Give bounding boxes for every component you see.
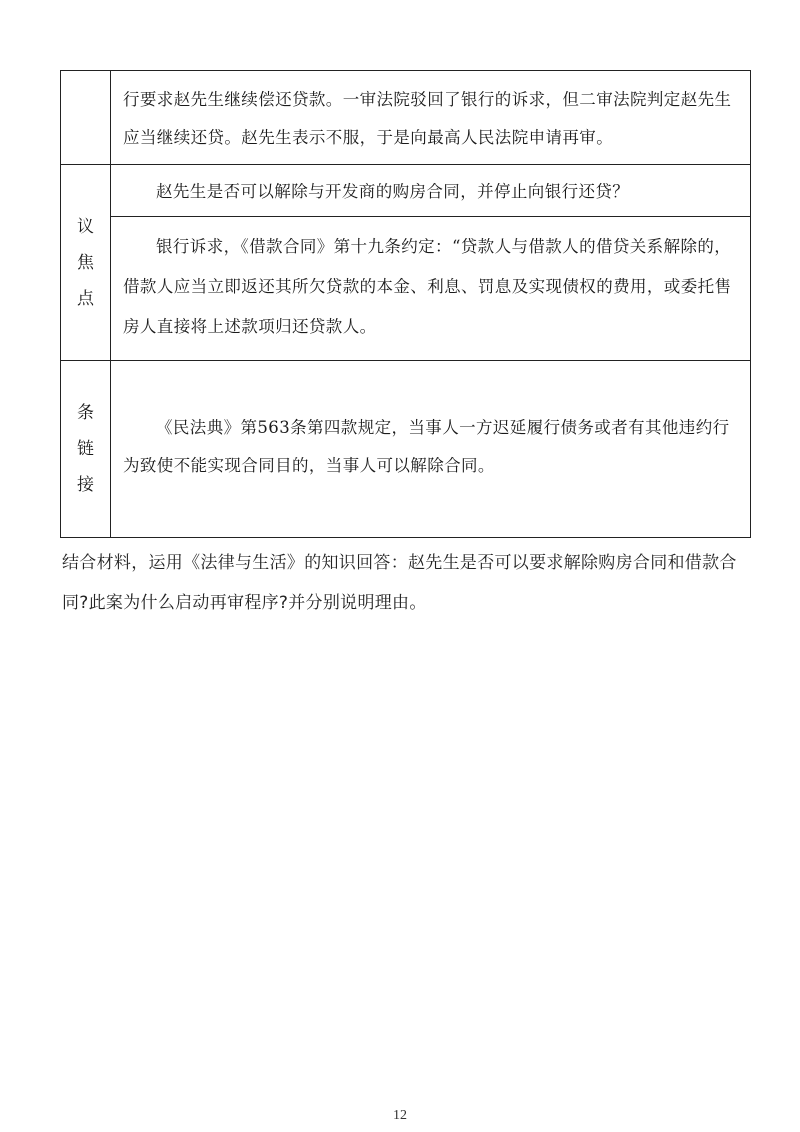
background-text: 行要求赵先生继续偿还贷款。一审法院驳回了银行的诉求，但二审法院判定赵先生应当继续还贷。赵先生表示不服，于是向最高人民法院申请再审。 — [123, 90, 732, 147]
bank-claim-text: 银行诉求，《借款合同》第十九条约定：“贷款人与借款人的借贷关系解除的，借款人应当立即返还其所欠贷款的本金、利息、罚息及实现债权的费用，或委托售房人直接将上述款项归还贷款人。 — [123, 237, 732, 336]
dispute-question-text: 赵先生是否可以解除与开发商的购房合同，并停止向银行还贷？ — [156, 182, 630, 201]
label-char: 焦 — [77, 252, 94, 273]
page-number: 12 — [393, 1108, 407, 1123]
table-row-legal-link — [61, 361, 750, 537]
label-char: 链 — [77, 439, 94, 459]
row-label-dispute-focus — [61, 165, 111, 360]
label-char: 接 — [77, 475, 94, 495]
case-table — [60, 70, 751, 538]
bank-claim-cell — [111, 217, 750, 360]
table-row-background — [61, 71, 750, 165]
dispute-question-cell — [111, 165, 750, 217]
dispute-focus-cell — [111, 165, 750, 360]
label-char: 议 — [77, 216, 94, 237]
legal-link-cell — [111, 361, 750, 537]
legal-provision-text: 《民法典》第563条第四款规定，当事人一方迟延履行债务或者有其他违约行为致使不能实现合同目的，当事人可以解除合同。 — [123, 418, 730, 475]
row-label-empty — [61, 71, 111, 164]
table-row-dispute-focus — [61, 165, 750, 361]
label-char: 条 — [77, 403, 94, 423]
background-cell — [111, 71, 750, 164]
label-char: 点 — [77, 288, 94, 309]
question-text: 结合材料，运用《法律与生活》的知识回答：赵先生是否可以要求解除购房合同和借款合同?此案为什么启动再审程序?并分别说明理由。 — [62, 553, 737, 613]
row-label-legal-link — [61, 361, 111, 537]
